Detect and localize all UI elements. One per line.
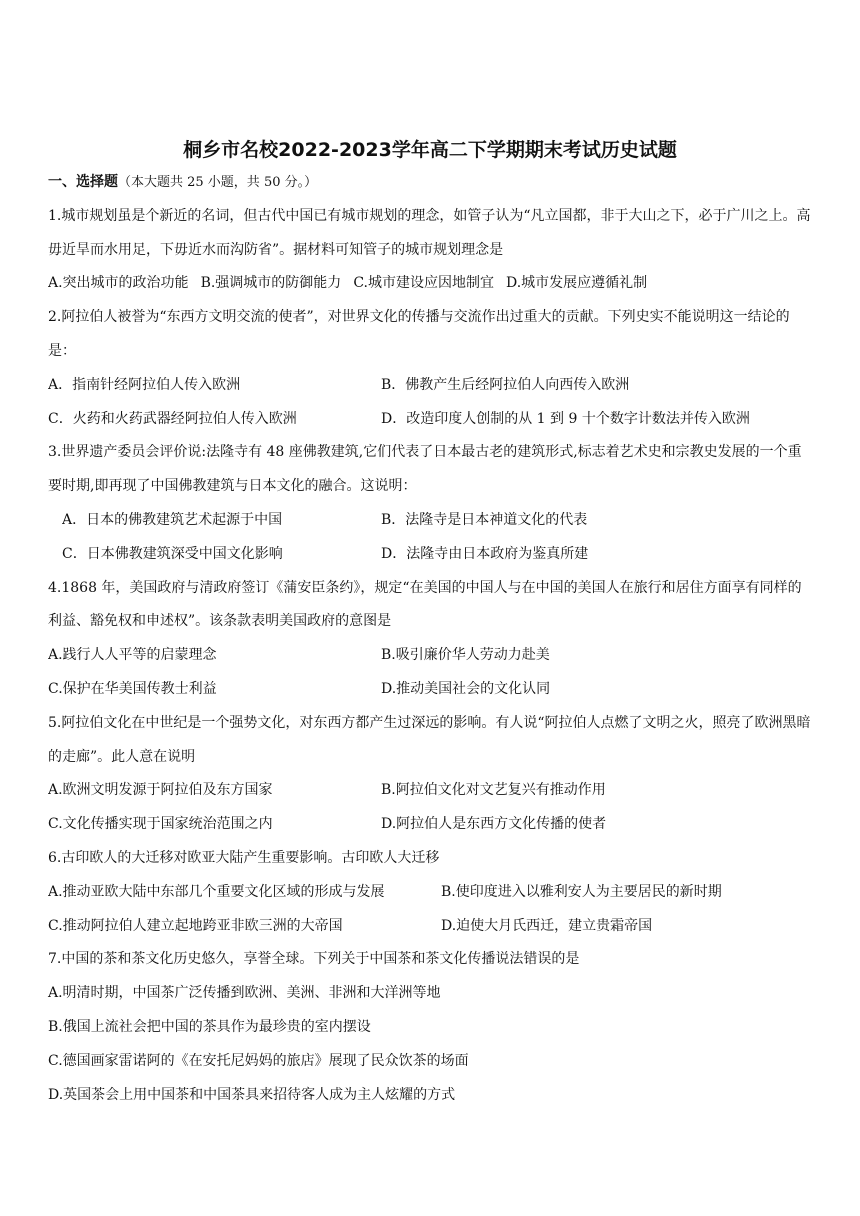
- question-stem: 3.世界遗产委员会评价说:法隆寺有 48 座佛教建筑,它们代表了日本最古老的建筑形式,标志着艺术史和宗教史发展的一个重要时期,即再现了中国佛教建筑与日本文化的融合。这说明：: [48, 444, 802, 495]
- option-a: A．指南针经阿拉伯人传入欧洲: [48, 376, 241, 393]
- section-header: [48, 166, 813, 200]
- option-c: C.德国画家雷诺阿的《在安托尼妈妈的旅店》展现了民众饮茶的场面: [48, 1052, 469, 1069]
- question-6: [48, 842, 813, 943]
- option-d: D.迫使大月氏西迁，建立贵霜帝国: [441, 917, 653, 934]
- option-a: A.欧洲文明发源于阿拉伯及东方国家: [48, 782, 273, 799]
- option-c: C.文化传播实现于国家统治范围之内: [48, 816, 273, 833]
- question-4: [48, 572, 813, 707]
- option-row: [48, 808, 813, 842]
- option-row: [48, 504, 813, 538]
- option-a: A．日本的佛教建筑艺术起源于中国: [62, 511, 283, 528]
- option-row: [48, 876, 813, 910]
- option-c: C．火药和火药武器经阿拉伯人传入欧洲: [48, 410, 297, 427]
- exam-content: [48, 166, 813, 1112]
- option-d: D．改造印度人创制的从 1 到 9 十个数字计数法并传入欧洲: [381, 410, 750, 427]
- option-d: D.推动美国社会的文化认同: [381, 680, 551, 697]
- question-5: [48, 707, 813, 842]
- option-c: C.推动阿拉伯人建立起地跨亚非欧三洲的大帝国: [48, 917, 343, 934]
- option-c: C.城市建设应因地制宜: [353, 275, 494, 292]
- option-row: [48, 673, 813, 707]
- option-b: B.使印度进入以雅利安人为主要居民的新时期: [441, 883, 722, 900]
- option-b: B.强调城市的防御能力: [200, 275, 342, 292]
- option-row: [48, 774, 813, 808]
- option-b: B.俄国上流社会把中国的茶具作为最珍贵的室内摆设: [48, 1018, 371, 1035]
- question-stem: 6.古印欧人的大迁移对欧亚大陆产生重要影响。古印欧人大迁移: [48, 849, 440, 866]
- section-heading: 一、选择题: [48, 174, 118, 190]
- question-stem: 7.中国的茶和茶文化历史悠久，享誉全球。下列关于中国茶和茶文化传播说法错误的是: [48, 951, 580, 968]
- option-row: [48, 369, 813, 403]
- question-stem: 4.1868 年，美国政府与清政府签订《蒲安臣条约》，规定“在美国的中国人与在中国的美国人在旅行和居住方面享有同样的利益、豁免权和申述权”。该条款表明美国政府的意图是: [48, 579, 802, 630]
- question-stem: 1.城市规划虽是个新近的名词，但古代中国已有城市规划的理念，如管子认为“凡立国都，非于大山之下，必于广川之上。高毋近旱而水用足，下毋近水而沟防省”。据材料可知管子的城市规划理念是: [48, 207, 811, 258]
- option-list: [48, 267, 813, 301]
- option-b: B．佛教产生后经阿拉伯人向西传入欧洲: [381, 376, 630, 393]
- document-title: 桐乡市名校2022-2023学年高二下学期期末考试历史试题: [183, 139, 677, 161]
- question-stem: 5.阿拉伯文化在中世纪是一个强势文化，对东西方都产生过深远的影响。有人说“阿拉伯人点燃了文明之火，照亮了欧洲黑暗的走廊”。此人意在说明: [48, 714, 811, 765]
- question-3: [48, 436, 813, 571]
- option-d: D.英国茶会上用中国茶和中国茶具来招待客人成为主人炫耀的方式: [48, 1086, 456, 1103]
- question-7: [48, 943, 813, 1112]
- question-2: [48, 301, 813, 436]
- option-d: D.城市发展应遵循礼制: [505, 275, 648, 292]
- option-row: [48, 403, 813, 437]
- option-b: B．法隆寺是日本神道文化的代表: [381, 511, 588, 528]
- question-stem: 2.阿拉伯人被誉为“东西方文明交流的使者”，对世界文化的传播与交流作出过重大的贡献。下列史实不能说明这一结论的是：: [48, 309, 790, 359]
- option-b: B.吸引廉价华人劳动力赴美: [381, 647, 550, 664]
- option-c: C.保护在华美国传教士利益: [48, 680, 217, 697]
- option-d: D．法隆寺由日本政府为鉴真所建: [381, 545, 589, 562]
- option-a: A.明清时期，中国茶广泛传播到欧洲、美洲、非洲和大洋洲等地: [48, 985, 441, 1002]
- option-row: [48, 910, 813, 944]
- question-1: [48, 200, 813, 301]
- option-c: C．日本佛教建筑深受中国文化影响: [62, 545, 283, 562]
- option-b: B.阿拉伯文化对文艺复兴有推动作用: [381, 782, 606, 799]
- option-row: [48, 538, 813, 572]
- option-a: A.践行人人平等的启蒙理念: [48, 647, 217, 664]
- section-note: （本大题共 25 小题，共 50 分。）: [118, 175, 318, 190]
- option-a: A.突出城市的政治功能: [48, 275, 189, 292]
- option-a: A.推动亚欧大陆中东部几个重要文化区域的形成与发展: [48, 883, 385, 900]
- option-row: [48, 639, 813, 673]
- option-d: D.阿拉伯人是东西方文化传播的使者: [381, 816, 607, 833]
